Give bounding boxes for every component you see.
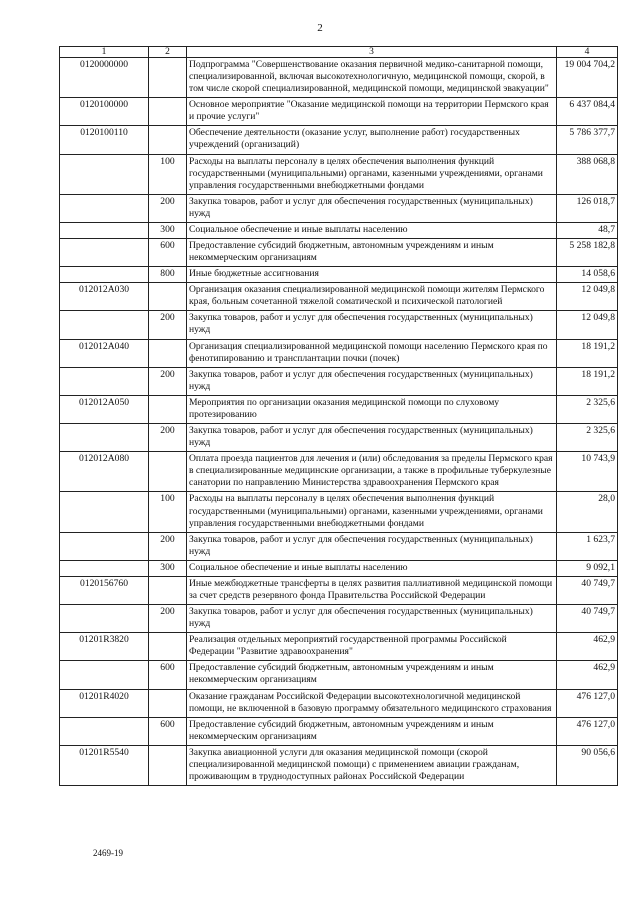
amount-cell: 476 127,0 [557, 717, 618, 745]
amount-cell: 19 004 704,2 [557, 58, 618, 98]
target-code-cell [60, 605, 149, 633]
column-header-amount: 4 [557, 47, 618, 58]
item-name-cell: Организация специализированной медицинской помощи населению Пермского края по фенотипированию и трансплантации почки (почек) [187, 339, 557, 367]
expense-type-cell [149, 452, 187, 492]
column-header-name: 3 [187, 47, 557, 58]
expense-type-cell: 600 [149, 661, 187, 689]
amount-cell: 388 068,8 [557, 154, 618, 194]
item-name-cell: Расходы на выплаты персоналу в целях обеспечения выполнения функций государственными (муниципальными) органами, казенными учреждениями, органами управления государственными внебюджетными фондами [187, 154, 557, 194]
table-row [60, 661, 618, 689]
expense-type-cell: 800 [149, 267, 187, 283]
expense-type-cell: 200 [149, 532, 187, 560]
amount-cell: 90 056,6 [557, 745, 618, 785]
table-body [60, 58, 618, 786]
target-code-cell: 0120000000 [60, 58, 149, 98]
amount-cell: 2 325,6 [557, 395, 618, 423]
table-row [60, 126, 618, 154]
target-code-cell [60, 367, 149, 395]
amount-cell: 18 191,2 [557, 339, 618, 367]
target-code-cell: 01201R3820 [60, 633, 149, 661]
item-name-cell: Основное мероприятие "Оказание медицинской помощи на территории Пермского края и прочие услуги" [187, 98, 557, 126]
target-code-cell [60, 239, 149, 267]
target-code-cell: 012012А080 [60, 452, 149, 492]
item-name-cell: Оказание гражданам Российской Федерации высокотехнологичной медицинской помощи, не включенной в базовую программу обязательного медицинского страхования [187, 689, 557, 717]
item-name-cell: Реализация отдельных мероприятий государственной программы Российской Федерации "Развитие здравоохранения" [187, 633, 557, 661]
table-row [60, 560, 618, 576]
target-code-cell: 01201R4020 [60, 689, 149, 717]
table-row [60, 283, 618, 311]
expense-type-cell: 600 [149, 717, 187, 745]
table-row [60, 339, 618, 367]
amount-cell: 18 191,2 [557, 367, 618, 395]
table-row [60, 58, 618, 98]
expense-type-cell [149, 339, 187, 367]
target-code-cell [60, 492, 149, 532]
item-name-cell: Подпрограмма "Совершенствование оказания первичной медико-санитарной помощи, специализированной, включая высокотехнологичную, медицинской помощи, скорой, в том числе скорой специализированной, медицинской помощи, медицинской эвакуации" [187, 58, 557, 98]
item-name-cell: Закупка товаров, работ и услуг для обеспечения государственных (муниципальных) нужд [187, 424, 557, 452]
target-code-cell [60, 311, 149, 339]
target-code-cell [60, 194, 149, 222]
amount-cell: 6 437 084,4 [557, 98, 618, 126]
table-row [60, 98, 618, 126]
item-name-cell: Закупка товаров, работ и услуг для обеспечения государственных (муниципальных) нужд [187, 532, 557, 560]
target-code-cell: 012012А030 [60, 283, 149, 311]
amount-cell: 462,9 [557, 661, 618, 689]
document-footer-code: 2469-19 [93, 848, 123, 858]
item-name-cell: Закупка товаров, работ и услуг для обеспечения государственных (муниципальных) нужд [187, 605, 557, 633]
item-name-cell: Оплата проезда пациентов для лечения и (или) обследования за пределы Пермского края в специализированные медицинские организации, а также в профильные туберкулезные санатории по направлению Министерства здравоохранения Пермского края [187, 452, 557, 492]
target-code-cell: 0120156760 [60, 576, 149, 604]
table-row [60, 576, 618, 604]
table-row [60, 633, 618, 661]
item-name-cell: Иные бюджетные ассигнования [187, 267, 557, 283]
table-row [60, 492, 618, 532]
item-name-cell: Расходы на выплаты персоналу в целях обеспечения выполнения функций государственными (муниципальными) органами, казенными учреждениями, органами управления государственными внебюджетными фондами [187, 492, 557, 532]
amount-cell: 476 127,0 [557, 689, 618, 717]
expense-type-cell [149, 126, 187, 154]
amount-cell: 40 749,7 [557, 605, 618, 633]
amount-cell: 14 058,6 [557, 267, 618, 283]
table-row [60, 194, 618, 222]
expense-type-cell [149, 745, 187, 785]
table-row [60, 717, 618, 745]
item-name-cell: Предоставление субсидий бюджетным, автономным учреждениям и иным некоммерческим организациям [187, 717, 557, 745]
table-row [60, 424, 618, 452]
item-name-cell: Мероприятия по организации оказания медицинской помощи по слуховому протезированию [187, 395, 557, 423]
table-header-row [60, 47, 618, 58]
expense-type-cell: 200 [149, 194, 187, 222]
item-name-cell: Закупка товаров, работ и услуг для обеспечения государственных (муниципальных) нужд [187, 194, 557, 222]
expense-type-cell: 200 [149, 367, 187, 395]
target-code-cell: 012012А050 [60, 395, 149, 423]
page-number: 2 [317, 22, 323, 34]
amount-cell: 12 049,8 [557, 283, 618, 311]
table-row [60, 532, 618, 560]
target-code-cell [60, 267, 149, 283]
amount-cell: 9 092,1 [557, 560, 618, 576]
expense-type-cell: 300 [149, 222, 187, 238]
expense-type-cell: 300 [149, 560, 187, 576]
expense-type-cell [149, 58, 187, 98]
amount-cell: 10 743,9 [557, 452, 618, 492]
budget-table [59, 46, 618, 786]
target-code-cell [60, 661, 149, 689]
expense-type-cell [149, 576, 187, 604]
expense-type-cell: 100 [149, 492, 187, 532]
table-row [60, 452, 618, 492]
item-name-cell: Иные межбюджетные трансферты в целях развития паллиативной медицинской помощи за счет средств резервного фонда Правительства Российской Федерации [187, 576, 557, 604]
expense-type-cell: 100 [149, 154, 187, 194]
expense-type-cell [149, 98, 187, 126]
amount-cell: 28,0 [557, 492, 618, 532]
target-code-cell [60, 222, 149, 238]
target-code-cell [60, 154, 149, 194]
target-code-cell: 01201R5540 [60, 745, 149, 785]
item-name-cell: Предоставление субсидий бюджетным, автономным учреждениям и иным некоммерческим организациям [187, 661, 557, 689]
table-row [60, 745, 618, 785]
amount-cell: 126 018,7 [557, 194, 618, 222]
table-row [60, 395, 618, 423]
amount-cell: 40 749,7 [557, 576, 618, 604]
amount-cell: 1 623,7 [557, 532, 618, 560]
amount-cell: 462,9 [557, 633, 618, 661]
table-row [60, 154, 618, 194]
table-row [60, 311, 618, 339]
amount-cell: 48,7 [557, 222, 618, 238]
item-name-cell: Социальное обеспечение и иные выплаты населению [187, 222, 557, 238]
table-row [60, 367, 618, 395]
expense-type-cell: 200 [149, 311, 187, 339]
table-row [60, 239, 618, 267]
table-row [60, 222, 618, 238]
item-name-cell: Социальное обеспечение и иные выплаты населению [187, 560, 557, 576]
column-header-code: 1 [60, 47, 149, 58]
expense-type-cell [149, 633, 187, 661]
item-name-cell: Закупка товаров, работ и услуг для обеспечения государственных (муниципальных) нужд [187, 367, 557, 395]
table-row [60, 605, 618, 633]
expense-type-cell [149, 689, 187, 717]
amount-cell: 5 786 377,7 [557, 126, 618, 154]
target-code-cell [60, 560, 149, 576]
expense-type-cell: 200 [149, 605, 187, 633]
target-code-cell: 012012А040 [60, 339, 149, 367]
amount-cell: 12 049,8 [557, 311, 618, 339]
table-row [60, 689, 618, 717]
amount-cell: 5 258 182,8 [557, 239, 618, 267]
target-code-cell [60, 717, 149, 745]
amount-cell: 2 325,6 [557, 424, 618, 452]
target-code-cell [60, 532, 149, 560]
table-row [60, 267, 618, 283]
expense-type-cell [149, 395, 187, 423]
target-code-cell: 0120100110 [60, 126, 149, 154]
column-header-type: 2 [149, 47, 187, 58]
expense-type-cell: 600 [149, 239, 187, 267]
item-name-cell: Организация оказания специализированной медицинской помощи жителям Пермского края, больным сочетанной тяжелой соматической и психической патологией [187, 283, 557, 311]
item-name-cell: Обеспечение деятельности (оказание услуг, выполнение работ) государственных учреждений (организаций) [187, 126, 557, 154]
item-name-cell: Закупка товаров, работ и услуг для обеспечения государственных (муниципальных) нужд [187, 311, 557, 339]
target-code-cell [60, 424, 149, 452]
item-name-cell: Закупка авиационной услуги для оказания медицинской помощи (скорой специализированной медицинской помощи) с применением авиации гражданам, проживающим в труднодоступных районах Российской Федерации [187, 745, 557, 785]
expense-type-cell [149, 283, 187, 311]
expense-type-cell: 200 [149, 424, 187, 452]
item-name-cell: Предоставление субсидий бюджетным, автономным учреждениям и иным некоммерческим организациям [187, 239, 557, 267]
target-code-cell: 0120100000 [60, 98, 149, 126]
